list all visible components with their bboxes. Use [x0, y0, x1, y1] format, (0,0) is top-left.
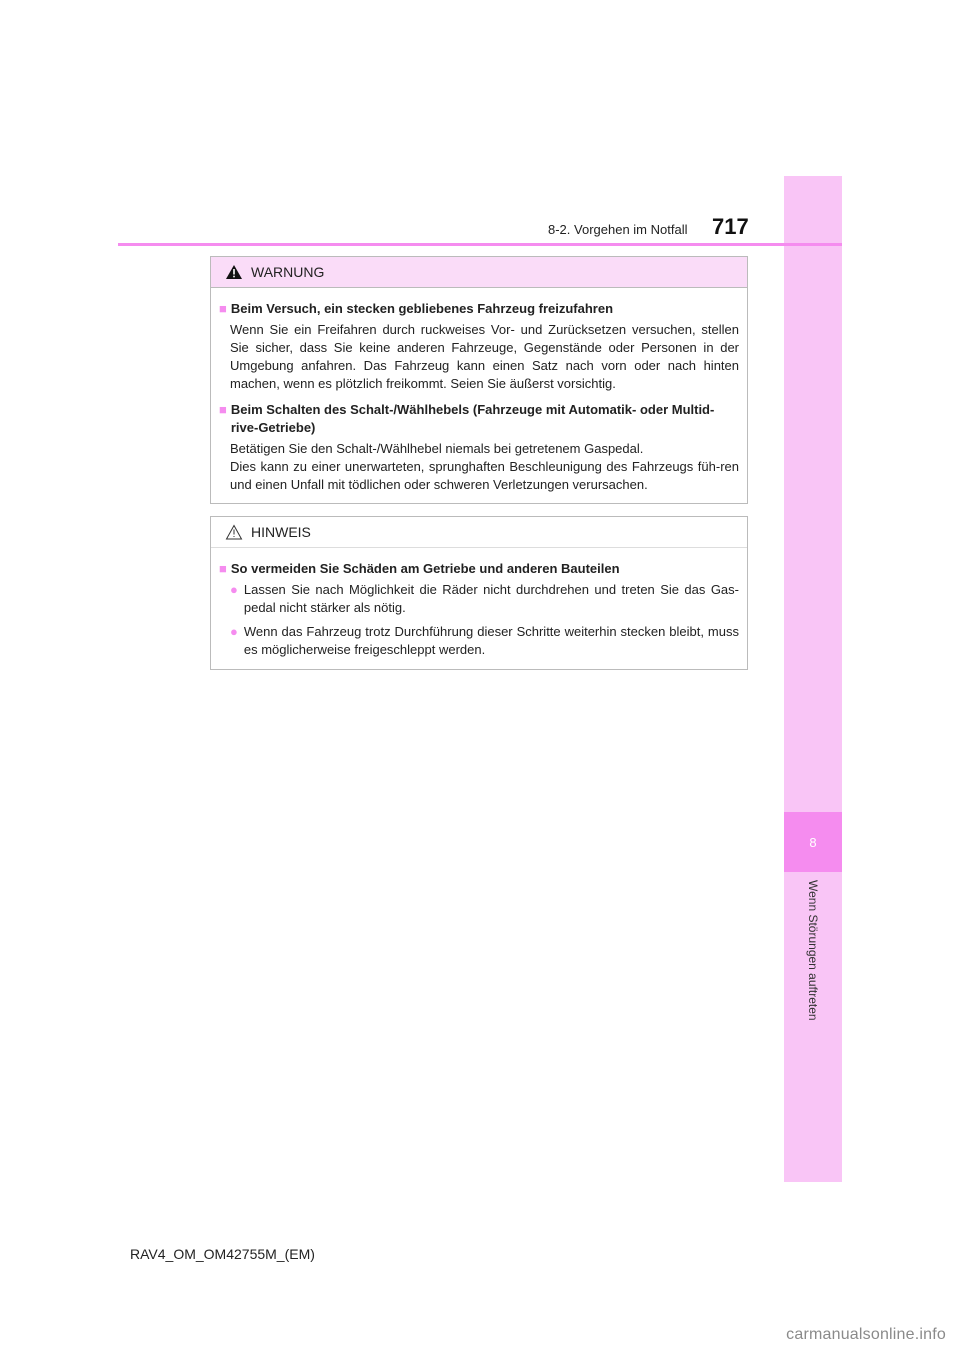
- warning-item-heading-text: Beim Schalten des Schalt-/Wählhebels (Fahrzeuge mit Automatik- oder Multid-rive-Getriebe): [230, 402, 715, 435]
- circle-bullet-icon: ●: [230, 582, 238, 597]
- header-rule: [118, 243, 842, 246]
- chapter-title: Wenn Störungen auftreten: [806, 880, 820, 1021]
- warning-triangle-icon: [225, 264, 243, 280]
- notice-heading: [219, 560, 739, 578]
- watermark: carmanualsonline.info: [786, 1326, 946, 1343]
- chapter-title-container: [784, 880, 842, 1040]
- warning-item-heading: [219, 401, 739, 437]
- warning-item-heading-text: Beim Versuch, ein stecken gebliebenes Fahrzeug freizufahren: [230, 301, 614, 316]
- document-code: RAV4_OM_OM42755M_(EM): [130, 1246, 315, 1262]
- warning-box: [210, 256, 748, 504]
- warning-header: [211, 257, 747, 288]
- page-number: 717: [712, 214, 749, 239]
- notice-header: [211, 517, 747, 548]
- notice-bullet-text: Wenn das Fahrzeug trotz Durchführung dieser Schritte weiterhin stecken bleibt, muss es möglicherweise freigeschleppt werden.: [243, 624, 739, 657]
- circle-bullet-icon: ●: [230, 624, 238, 639]
- warning-title: WARNUNG: [251, 264, 325, 280]
- warning-item-heading: [219, 300, 739, 318]
- section-label: 8-2. Vorgehen im Notfall: [548, 222, 688, 237]
- warning-item-text: Betätigen Sie den Schalt-/Wählhebel niemals bei getretenem Gaspedal.: [230, 441, 644, 456]
- notice-bullet: [219, 623, 739, 659]
- notice-box: [210, 516, 748, 670]
- square-bullet-icon: ■: [219, 301, 227, 316]
- square-bullet-icon: ■: [219, 402, 227, 417]
- warning-item-text: Wenn Sie ein Freifahren durch ruckweises Vor- und Zurücksetzen versuchen, stellen Sie sicher, dass Sie keine anderen Fahrzeuge, Gegenstände oder Personen in der Umgebung anfahren. Das Fahrzeug kann einen Satz nach vorn oder nach hinten machen, wenn es plötzlich freikommt. Seien Sie äußerst vorsichtig.: [230, 322, 739, 391]
- chapter-number: 8: [809, 834, 817, 850]
- notice-bullet: [219, 581, 739, 617]
- square-bullet-icon: ■: [219, 561, 227, 576]
- caution-triangle-icon: [225, 524, 243, 540]
- notice-bullet-text: Lassen Sie nach Möglichkeit die Räder nicht durchdrehen und treten Sie das Gas-pedal nicht stärker als nötig.: [243, 582, 739, 615]
- notice-body: [211, 548, 747, 659]
- notice-title: HINWEIS: [251, 524, 311, 540]
- warning-body: [211, 288, 747, 494]
- notice-heading-text: So vermeiden Sie Schäden am Getriebe und anderen Bauteilen: [230, 561, 620, 576]
- chapter-number-tab: [784, 812, 842, 872]
- warning-item-text: Dies kann zu einer unerwarteten, sprunghaften Beschleunigung des Fahrzeugs füh-ren und einen Unfall mit tödlichen oder schweren Verletzungen verursachen.: [230, 459, 739, 492]
